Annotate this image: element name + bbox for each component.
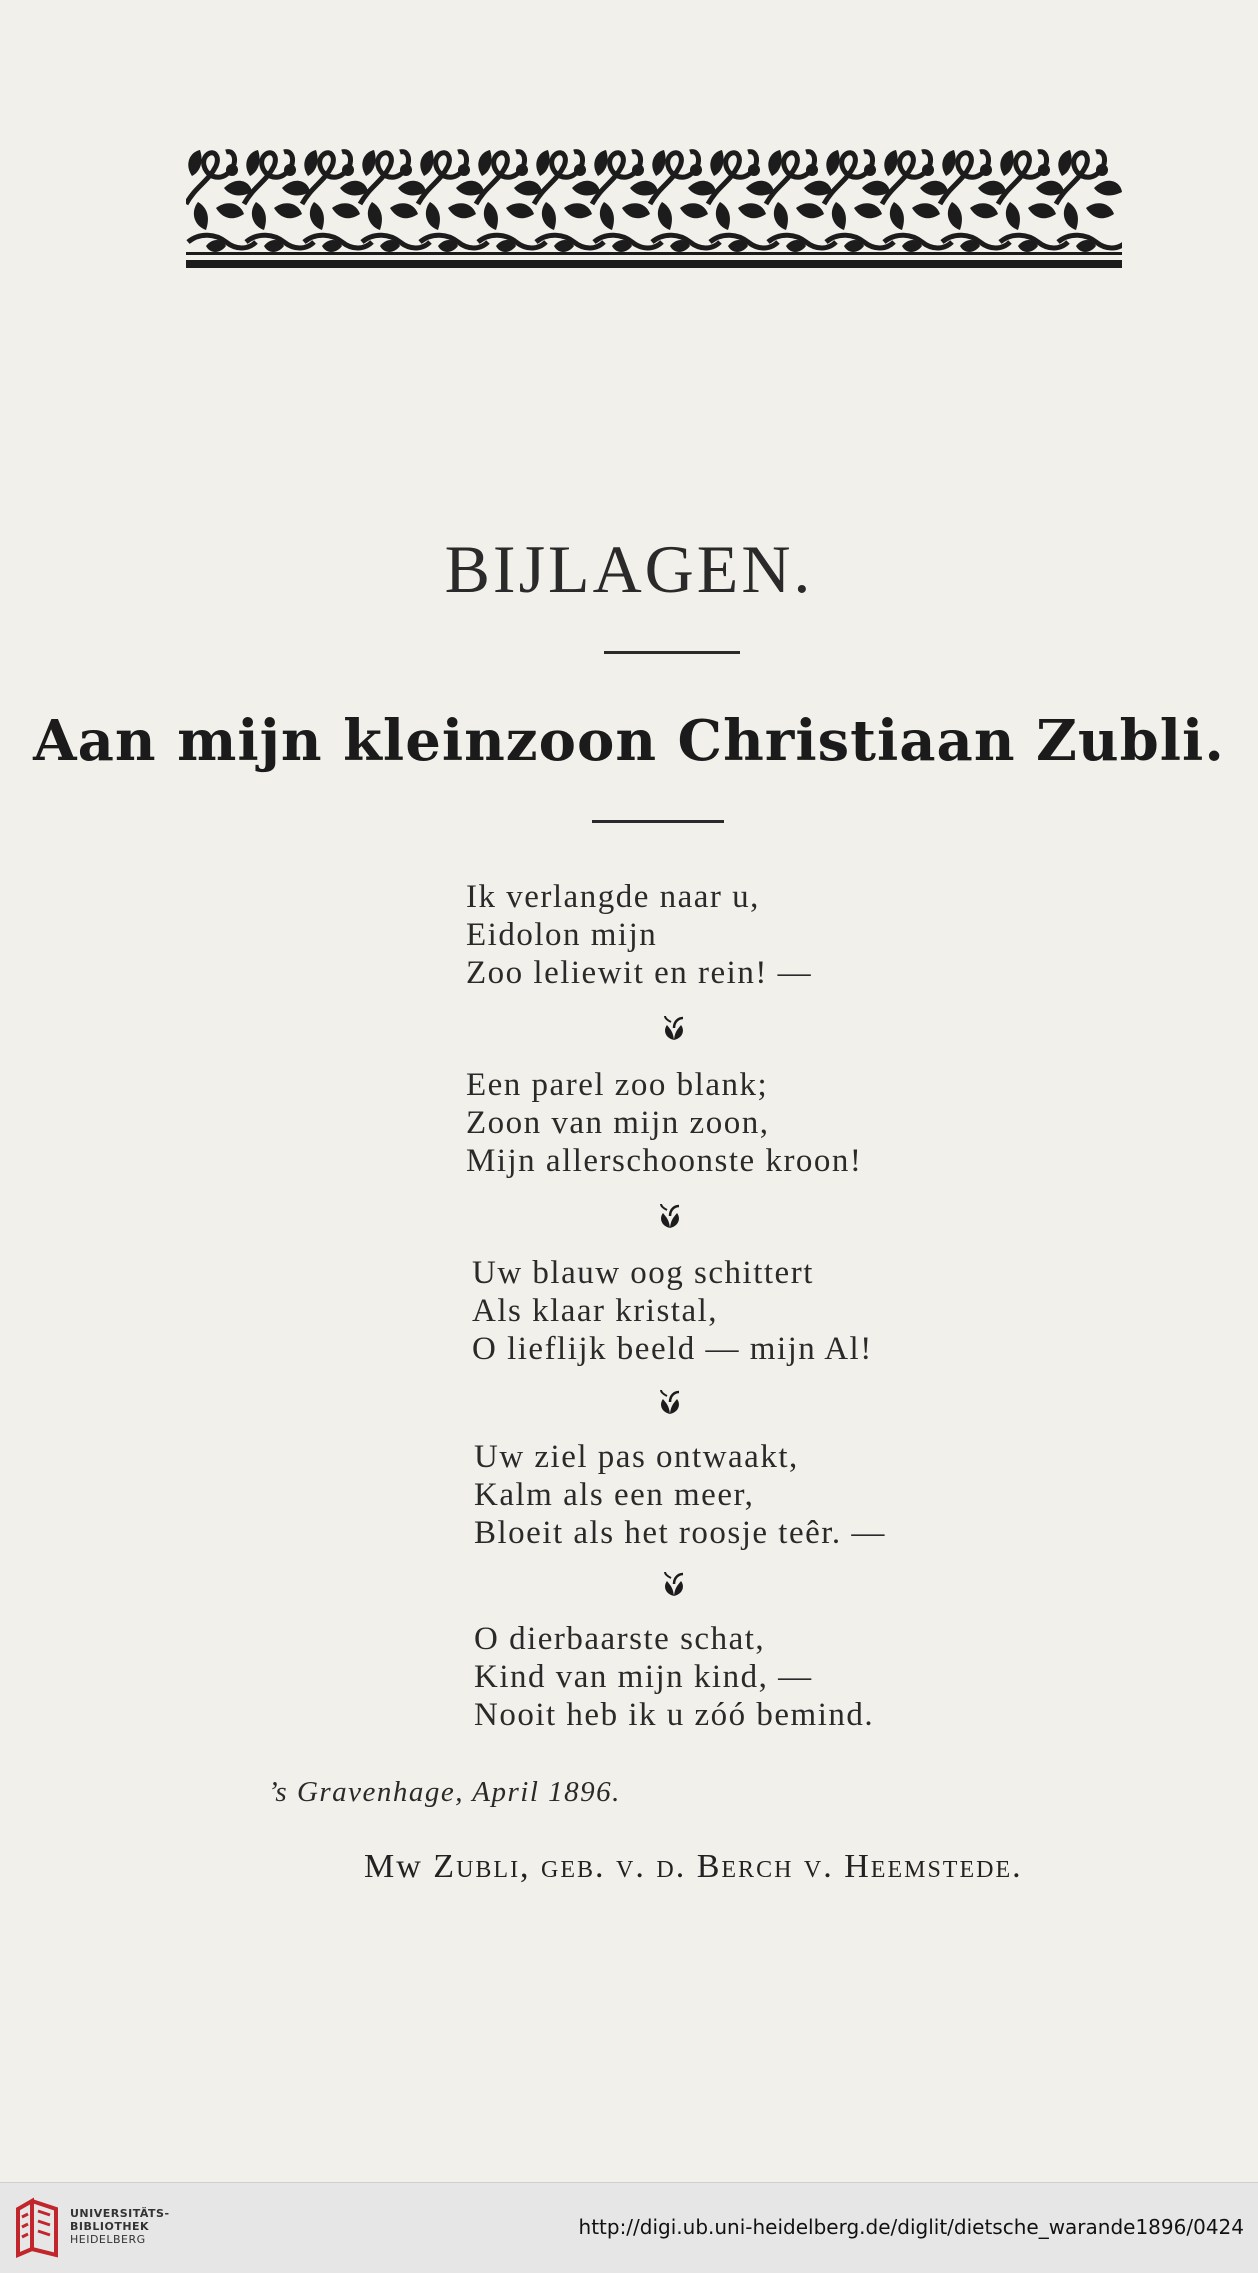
poem-line: Bloeit als het roosje teêr. — — [474, 1515, 886, 1551]
subtitle-divider — [592, 820, 724, 823]
library-footer-bar — [0, 2182, 1258, 2273]
floral-vine-border-icon — [186, 140, 1122, 274]
leaf-fleuron-icon — [657, 1204, 683, 1230]
leaf-fleuron-icon — [657, 1390, 683, 1416]
author-signature — [364, 1848, 1023, 1886]
poem-line: Kalm als een meer, — [474, 1477, 755, 1513]
poem-line: Uw blauw oog schittert — [472, 1255, 814, 1291]
source-url-link[interactable]: http://digi.ub.uni-heidelberg.de/diglit/dietsche_warande1896/0424 — [578, 2215, 1244, 2239]
poem-title: Aan mijn kleinzoon Christiaan Zubli. — [33, 708, 1225, 774]
poem-line: Zoo leliewit en rein! — — [466, 955, 813, 991]
poem-line: Als klaar kristal, — [472, 1293, 719, 1329]
poem-line: Eidolon mijn — [466, 917, 658, 953]
title-divider — [604, 651, 740, 654]
poem-line: Uw ziel pas ontwaakt, — [474, 1439, 799, 1475]
stanza-2 — [466, 1066, 862, 1180]
poem-line: Een parel zoo blank; — [466, 1067, 769, 1103]
stanza-1 — [466, 878, 812, 992]
stanza-3 — [472, 1254, 873, 1368]
poem-line: O lieflijk beeld — mijn Al! — [472, 1331, 873, 1367]
dateline: ’s Gravenhage, April 1896. — [268, 1776, 621, 1808]
poem-line: Nooit heb ik u zóó bemind. — [474, 1697, 875, 1733]
poem-line: Ik verlangde naar u, — [466, 879, 760, 915]
leaf-fleuron-icon — [661, 1016, 687, 1042]
page-title: BIJLAGEN. — [444, 531, 814, 607]
signature-name: Zubli, geb. v. d. Berch v. Heemstede. — [433, 1848, 1023, 1885]
stanza-4 — [474, 1438, 886, 1552]
leaf-fleuron-icon — [661, 1572, 687, 1598]
signature-prefix: Mw — [364, 1848, 423, 1885]
stanza-5 — [474, 1620, 874, 1734]
logo-line: UNIVERSITÄTS- — [70, 2207, 170, 2220]
library-logo-text — [70, 2207, 170, 2246]
logo-line: HEIDELBERG — [70, 2233, 146, 2246]
poem-line: Kind van mijn kind, — — [474, 1659, 813, 1695]
poem-line: Mijn allerschoonste kroon! — [466, 1143, 863, 1179]
poem-line: Zoon van mijn zoon, — [466, 1105, 770, 1141]
logo-line: BIBLIOTHEK — [70, 2220, 150, 2233]
university-library-logo-icon — [12, 2195, 62, 2261]
poem-line: O dierbaarste schat, — [474, 1621, 766, 1657]
